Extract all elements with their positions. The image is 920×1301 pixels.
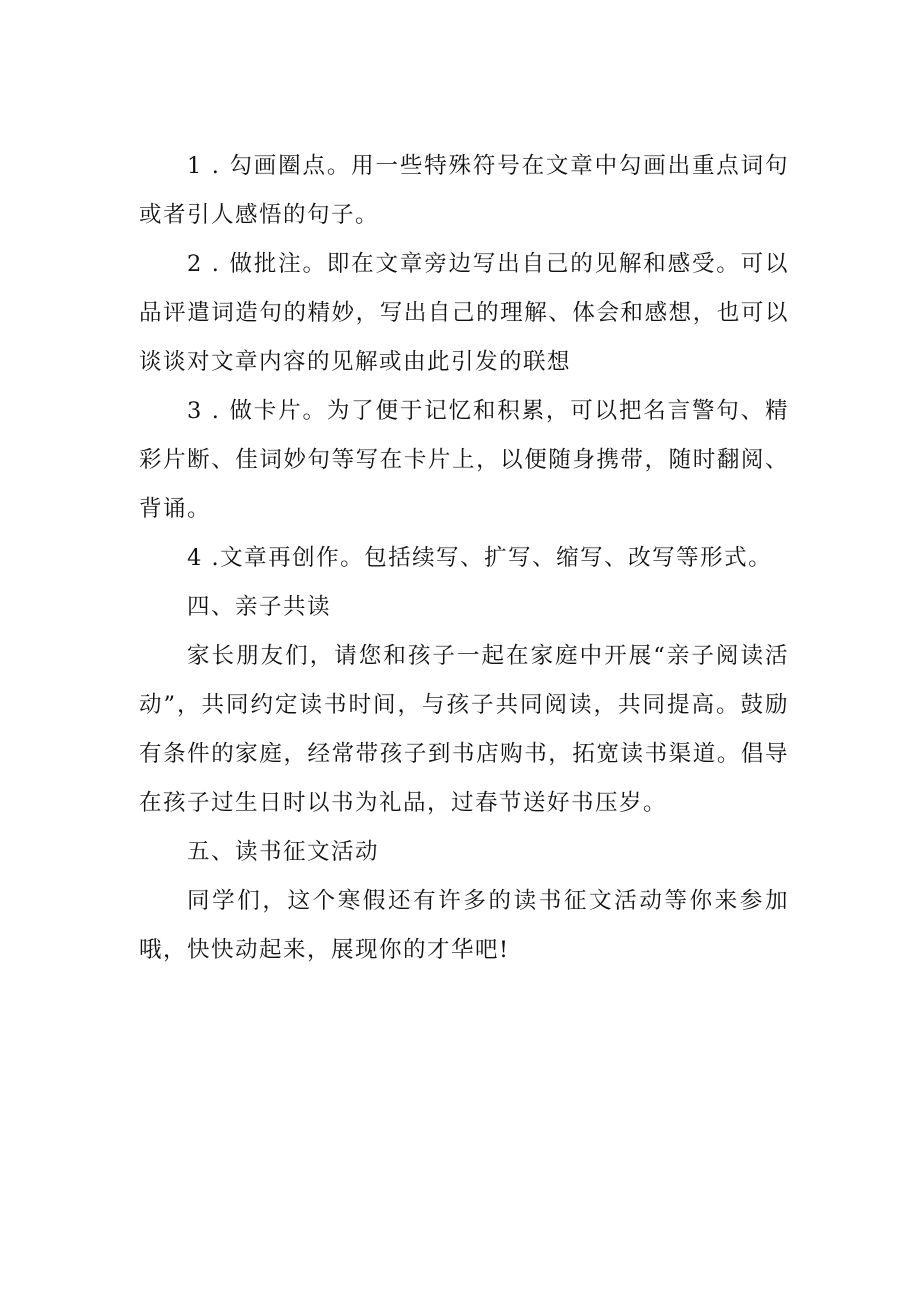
method-3-paragraph: 3 . 做卡片。为了便于记忆和积累，可以把名言警句、精彩片断、佳词妙句等写在卡片上，以便随身携带，随时翻阅、背诵。: [139, 398, 789, 522]
section-5-heading: 五、读书征文活动: [187, 839, 380, 865]
section-4-body: 家长朋友们，请您和孩子一起在家庭中开展“亲子阅读活动”，共同约定读书时间，与孩子共同阅读，共同提高。鼓励有条件的家庭，经常带孩子到书店购书，拓宽读书渠道。倡导在孩子过生日时以书为礼品，过春节送好书压岁。: [139, 643, 789, 816]
section-5-body: 同学们，这个寒假还有许多的读书征文活动等你来参加哦，快快动起来，展现你的才华吧!: [139, 888, 789, 963]
method-4-paragraph: 4 .文章再创作。包括续写、扩写、缩写、改写等形式。: [187, 545, 773, 571]
method-2-paragraph: 2 . 做批注。即在文章旁边写出自己的见解和感受。可以品评遣词造句的精妙，写出自己的理解、体会和感想，也可以谈谈对文章内容的见解或由此引发的联想: [139, 251, 789, 375]
document-body: [139, 142, 789, 975]
method-1-paragraph: 1 . 勾画圈点。用一些特殊符号在文章中勾画出重点词句或者引人感悟的句子。: [139, 153, 789, 228]
section-4-heading: 四、亲子共读: [187, 594, 332, 620]
